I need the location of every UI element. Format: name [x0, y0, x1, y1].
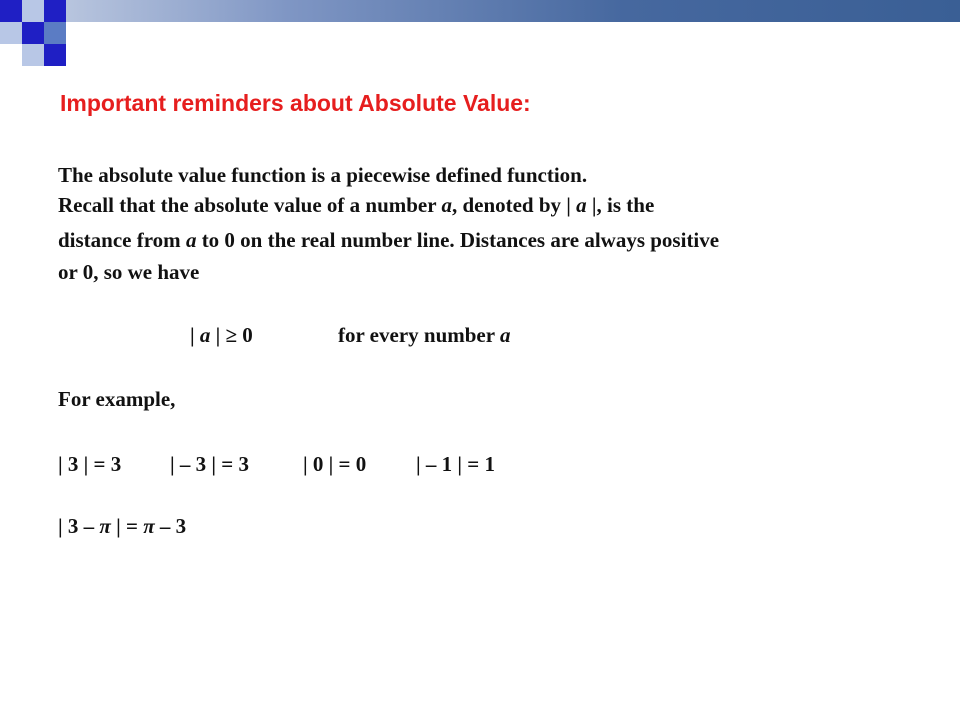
- inequality-expression: | a | ≥ 0: [190, 323, 253, 347]
- example-pi: | 3 – π | = π – 3: [58, 514, 187, 538]
- example-intro: For example,: [58, 387, 176, 411]
- example-abs-3: | 3 | = 3: [58, 452, 122, 476]
- body-line: Recall that the absolute value of a number a, denoted by | a |, is the: [58, 193, 655, 217]
- example-abs-0: | 0 | = 0: [303, 452, 367, 476]
- body-line: The absolute value function is a piecewise defined function.: [58, 163, 588, 187]
- slide-header-bar: [0, 0, 960, 22]
- slide-title: Important reminders about Absolute Value:: [60, 90, 531, 116]
- body-line: distance from a to 0 on the real number line. Distances are always positive: [58, 228, 720, 252]
- inequality-condition: for every number a: [338, 323, 511, 347]
- example-abs-neg-1: | – 1 | = 1: [416, 452, 495, 476]
- example-abs-neg-3: | – 3 | = 3: [170, 452, 249, 476]
- body-line: or 0, so we have: [58, 260, 200, 284]
